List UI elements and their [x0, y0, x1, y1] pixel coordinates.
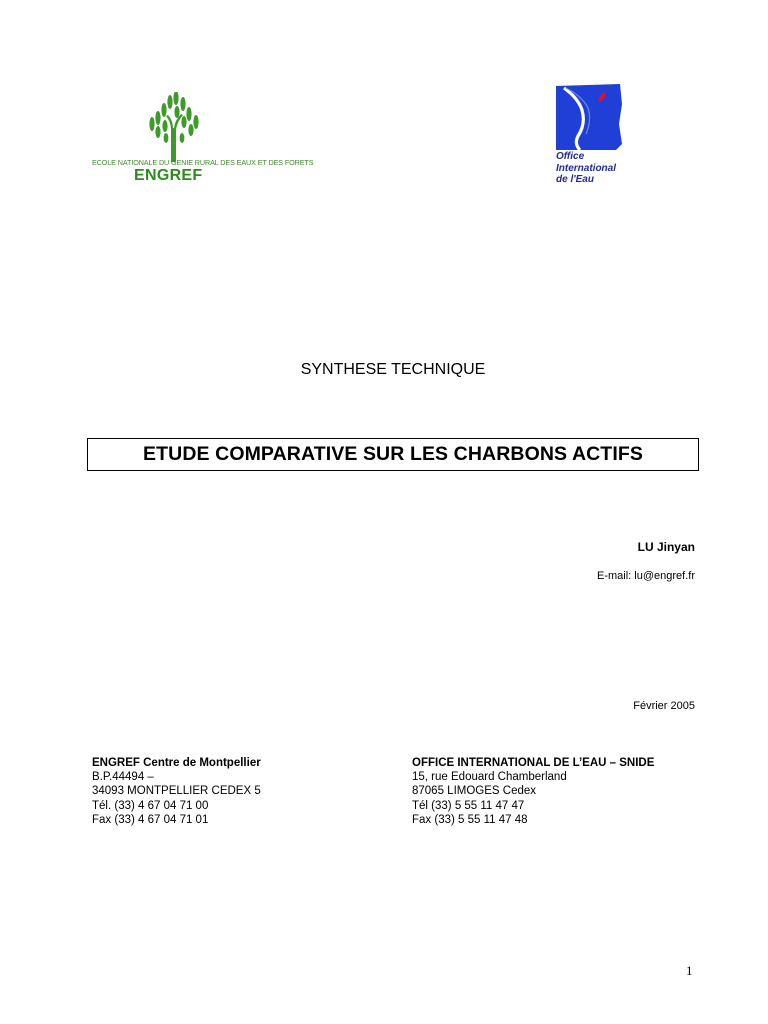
oieau-name	[556, 151, 646, 186]
river-map-icon	[556, 84, 624, 150]
oieau-address	[412, 756, 654, 827]
address-line: B.P.44494 –	[92, 771, 154, 784]
engref-logo	[88, 92, 358, 192]
address-line: Fax (33) 4 67 04 71 01	[92, 813, 209, 826]
address-line: Tél (33) 5 55 11 47 47	[412, 799, 525, 812]
address-heading: ENGREF Centre de Montpellier	[92, 757, 261, 769]
address-line: Fax (33) 5 55 11 47 48	[412, 813, 528, 826]
address-line: Tél. (33) 4 67 04 71 00	[92, 799, 209, 812]
oieau-name-line-2: International	[556, 162, 617, 174]
address-line: 87065 LIMOGES Cedex	[412, 785, 537, 798]
oieau-name-line-1: Office	[556, 151, 585, 162]
document-date: Février 2005	[633, 700, 695, 712]
author-email: E-mail: lu@engref.fr	[597, 570, 695, 582]
address-line: 15, rue Edouard Chamberland	[412, 771, 567, 784]
engref-address	[92, 756, 261, 827]
oieau-logo	[554, 82, 644, 192]
author-name: LU Jinyan	[637, 540, 695, 554]
document-type: SYNTHESE TECHNIQUE	[300, 361, 486, 378]
title-box	[87, 438, 699, 471]
document-title: ETUDE COMPARATIVE SUR LES CHARBONS ACTIFS	[143, 443, 643, 465]
page-number: 1	[686, 963, 693, 978]
address-heading: OFFICE INTERNATIONAL DE L’EAU – SNIDE	[412, 757, 655, 769]
oieau-name-line-3: de l'Eau	[556, 174, 594, 185]
engref-acronym: ENGREF	[134, 167, 203, 184]
engref-school-name: ECOLE NATIONALE DU GENIE RURAL DES EAUX ET DES FORETS	[92, 158, 314, 167]
address-line: 34093 MONTPELLIER CEDEX 5	[92, 785, 261, 798]
tree-icon	[144, 92, 204, 162]
